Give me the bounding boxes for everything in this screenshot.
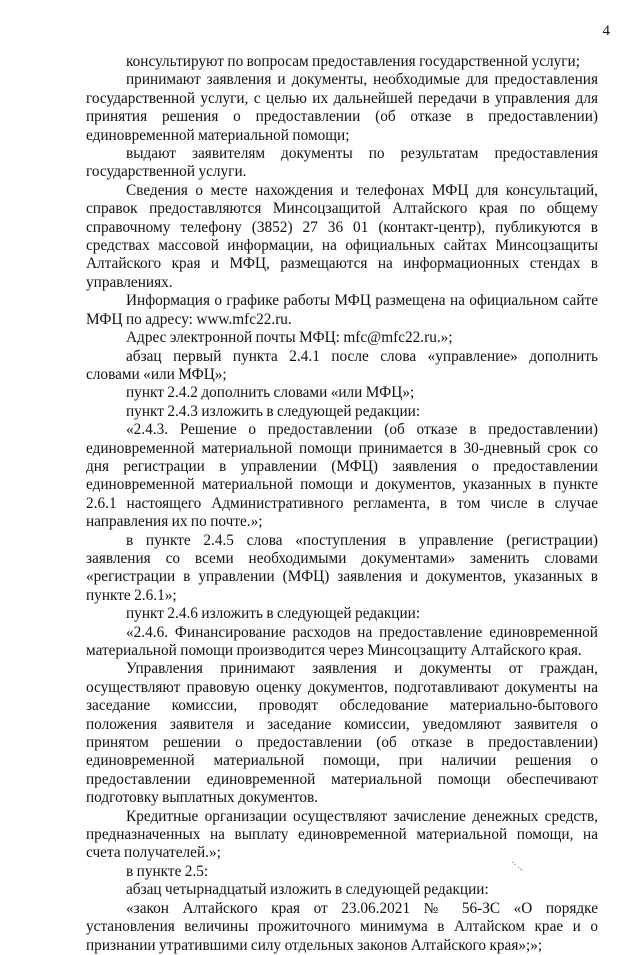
- paragraph: пункт 2.4.6 изложить в следующей редакции:: [126, 605, 421, 623]
- document-body: [86, 53, 598, 955]
- paragraph: Управления принимают заявления и документы от граждан, осуществляют правовую оценку документов, подготавливают документы на заседание комиссии, проводят обследование материально-бытового положения заявителя и заседание комиссии, уведомляют заявителя о принятом решении о предоставлении (об отказе в предоставлении) единовременной материальной помощи, при наличии решения о предоставлении единовременной материальной помощи обеспечивают подготовку выплатных документов.: [86, 660, 598, 807]
- paragraph: консультируют по вопросам предоставления государственной услуги;: [126, 53, 580, 70]
- paragraph: Сведения о месте нахождения и телефонах МФЦ для консультаций, справок предоставляются Минсоцзащитой Алтайского края по общему справочному телефону (3852) 27 36 01 (контакт-центр), публикуются в средствах массовой информации, на официальных сайтах Минсоцзащиты Алтайского края и МФЦ, размещаются на информационных стендах в управлениях.: [86, 181, 598, 291]
- paragraph: Кредитные организации осуществляют зачисление денежных средств, предназначенных на выплату единовременной материальной помощи, на счета получателей.»;: [86, 807, 598, 862]
- paragraph: «закон Алтайского края от 23.06.2021 № 56-ЗС «О порядке установления величины прожиточного минимума в Алтайском крае и о признании утратившими силу отдельных законов Алтайского края»;»;: [86, 899, 598, 954]
- pen-mark: [510, 860, 526, 874]
- paragraph: «2.4.6. Финансирование расходов на предоставление единовременной материальной помощи производится через Минсоцзащиту Алтайского края.: [86, 623, 598, 659]
- paragraph: в пункте 2.5:: [126, 862, 209, 880]
- paragraph: выдают заявителям документы по результатам предоставления государственной услуги.: [86, 145, 598, 181]
- paragraph: «2.4.3. Решение о предоставлении (об отказе в предоставлении) единовременной материальной помощи принимается в 30-дневный срок со дня регистрации в управлении (МФЦ) заявления о предоставлении единовременной материальной помощи и документов, указанных в пункте 2.6.1 настоящего Административного регламента, в том числе в случае направления их по почте.»;: [86, 421, 598, 531]
- paragraph: пункт 2.4.2 дополнить словами «или МФЦ»;: [126, 384, 415, 402]
- paragraph: в пункте 2.4.5 слова «поступления в управление (регистрации) заявления со всеми необходимыми документами» заменить словами «регистрации в управлении (МФЦ) заявления и документов, указанных в пункте 2.6.1»;: [86, 531, 598, 604]
- paragraph: Информация о графике работы МФЦ размещена на официальном сайте МФЦ по адресу: www.mfc22.ru.: [86, 292, 598, 328]
- paragraph: абзац четырнадцатый изложить в следующей редакции:: [126, 881, 489, 899]
- page-number: 4: [602, 23, 610, 39]
- paragraph: абзац первый пункта 2.4.1 после слова «управление» дополнить словами «или МФЦ»;: [86, 347, 598, 383]
- paragraph: Адрес электронной почты МФЦ: mfc@mfc22.ru.»;: [126, 329, 453, 347]
- paragraph: пункт 2.4.3 изложить в следующей редакции:: [126, 402, 421, 420]
- paragraph: принимают заявления и документы, необходимые для предоставления государственной услуги, с целью их дальнейшей передачи в управления для принятия решения о предоставлении (об отказе в предоставлении) единовременной материальной помощи;: [86, 71, 598, 144]
